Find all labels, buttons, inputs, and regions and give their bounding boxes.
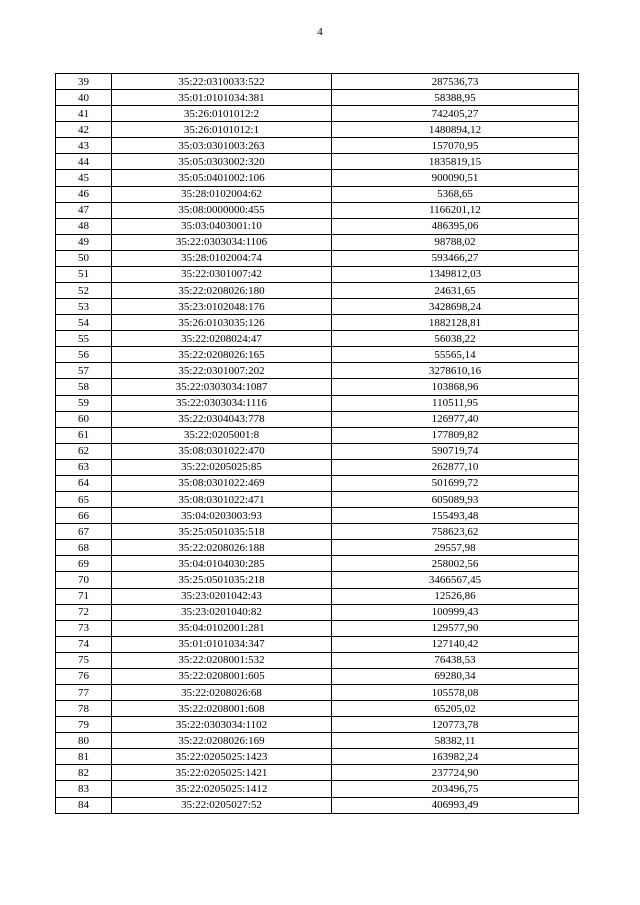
table-row bbox=[56, 797, 579, 813]
table-row bbox=[56, 443, 579, 459]
table-row bbox=[56, 283, 579, 299]
table-row bbox=[56, 459, 579, 475]
table-row bbox=[56, 684, 579, 700]
row-number-cell: 46 bbox=[56, 186, 112, 202]
cadastral-number-cell: 35:26:0101012:1 bbox=[112, 122, 332, 138]
row-number-cell: 80 bbox=[56, 733, 112, 749]
cadastral-number-cell: 35:22:0303034:1087 bbox=[112, 379, 332, 395]
value-cell: 127140,42 bbox=[332, 636, 579, 652]
cadastral-number-cell: 35:04:0104030:285 bbox=[112, 556, 332, 572]
table-row bbox=[56, 427, 579, 443]
table-row bbox=[56, 604, 579, 620]
cadastral-number-cell: 35:28:0102004:62 bbox=[112, 186, 332, 202]
value-cell: 65205,02 bbox=[332, 701, 579, 717]
cadastral-number-cell: 35:22:0303034:1116 bbox=[112, 395, 332, 411]
row-number-cell: 69 bbox=[56, 556, 112, 572]
cadastral-number-cell: 35:23:0201040:82 bbox=[112, 604, 332, 620]
row-number-cell: 82 bbox=[56, 765, 112, 781]
table-row bbox=[56, 315, 579, 331]
table-row bbox=[56, 299, 579, 315]
value-cell: 157070,95 bbox=[332, 138, 579, 154]
table-row bbox=[56, 90, 579, 106]
row-number-cell: 53 bbox=[56, 299, 112, 315]
row-number-cell: 77 bbox=[56, 684, 112, 700]
row-number-cell: 79 bbox=[56, 717, 112, 733]
cadastral-number-cell: 35:23:0102048:176 bbox=[112, 299, 332, 315]
cadastral-number-cell: 35:22:0208026:169 bbox=[112, 733, 332, 749]
row-number-cell: 61 bbox=[56, 427, 112, 443]
cadastral-number-cell: 35:28:0102004:74 bbox=[112, 250, 332, 266]
value-cell: 105578,08 bbox=[332, 684, 579, 700]
row-number-cell: 50 bbox=[56, 250, 112, 266]
row-number-cell: 68 bbox=[56, 540, 112, 556]
value-cell: 55565,14 bbox=[332, 347, 579, 363]
row-number-cell: 45 bbox=[56, 170, 112, 186]
table-row bbox=[56, 234, 579, 250]
row-number-cell: 67 bbox=[56, 524, 112, 540]
cadastral-number-cell: 35:22:0208026:188 bbox=[112, 540, 332, 556]
table-row bbox=[56, 524, 579, 540]
cadastral-number-cell: 35:22:0205025:1421 bbox=[112, 765, 332, 781]
table-row bbox=[56, 668, 579, 684]
row-number-cell: 58 bbox=[56, 379, 112, 395]
value-cell: 3466567,45 bbox=[332, 572, 579, 588]
table-row bbox=[56, 717, 579, 733]
value-cell: 742405,27 bbox=[332, 106, 579, 122]
table-row bbox=[56, 154, 579, 170]
cadastral-number-cell: 35:22:0303034:1106 bbox=[112, 234, 332, 250]
value-cell: 593466,27 bbox=[332, 250, 579, 266]
value-cell: 758623,62 bbox=[332, 524, 579, 540]
cadastral-number-cell: 35:22:0301007:42 bbox=[112, 266, 332, 282]
cadastral-number-cell: 35:22:0208001:608 bbox=[112, 701, 332, 717]
table-row bbox=[56, 122, 579, 138]
cadastral-number-cell: 35:01:0101034:347 bbox=[112, 636, 332, 652]
row-number-cell: 64 bbox=[56, 475, 112, 491]
cadastral-number-cell: 35:08:0301022:471 bbox=[112, 492, 332, 508]
table-row bbox=[56, 765, 579, 781]
value-cell: 120773,78 bbox=[332, 717, 579, 733]
row-number-cell: 51 bbox=[56, 266, 112, 282]
row-number-cell: 57 bbox=[56, 363, 112, 379]
cadastral-number-cell: 35:22:0205025:1412 bbox=[112, 781, 332, 797]
cadastral-number-cell: 35:22:0205027:52 bbox=[112, 797, 332, 813]
value-cell: 1166201,12 bbox=[332, 202, 579, 218]
row-number-cell: 48 bbox=[56, 218, 112, 234]
cadastral-number-cell: 35:22:0303034:1102 bbox=[112, 717, 332, 733]
value-cell: 129577,90 bbox=[332, 620, 579, 636]
row-number-cell: 54 bbox=[56, 315, 112, 331]
value-cell: 605089,93 bbox=[332, 492, 579, 508]
table-row bbox=[56, 540, 579, 556]
value-cell: 3428698,24 bbox=[332, 299, 579, 315]
value-cell: 98788,02 bbox=[332, 234, 579, 250]
cadastral-number-cell: 35:22:0208026:165 bbox=[112, 347, 332, 363]
cadastral-number-cell: 35:22:0208001:605 bbox=[112, 668, 332, 684]
value-cell: 5368,65 bbox=[332, 186, 579, 202]
table-row bbox=[56, 492, 579, 508]
value-cell: 262877,10 bbox=[332, 459, 579, 475]
value-cell: 155493,48 bbox=[332, 508, 579, 524]
value-cell: 1349812,03 bbox=[332, 266, 579, 282]
value-cell: 76438,53 bbox=[332, 652, 579, 668]
row-number-cell: 66 bbox=[56, 508, 112, 524]
table-row bbox=[56, 202, 579, 218]
value-cell: 1480894,12 bbox=[332, 122, 579, 138]
table-row bbox=[56, 781, 579, 797]
row-number-cell: 44 bbox=[56, 154, 112, 170]
row-number-cell: 52 bbox=[56, 283, 112, 299]
value-cell: 287536,73 bbox=[332, 74, 579, 90]
cadastral-number-cell: 35:01:0101034:381 bbox=[112, 90, 332, 106]
table-row bbox=[56, 475, 579, 491]
row-number-cell: 81 bbox=[56, 749, 112, 765]
value-cell: 100999,43 bbox=[332, 604, 579, 620]
cadastral-number-cell: 35:26:0101012:2 bbox=[112, 106, 332, 122]
table-row bbox=[56, 347, 579, 363]
value-cell: 590719,74 bbox=[332, 443, 579, 459]
cadastral-number-cell: 35:26:0103035:126 bbox=[112, 315, 332, 331]
value-cell: 126977,40 bbox=[332, 411, 579, 427]
cadastral-number-cell: 35:22:0208026:180 bbox=[112, 283, 332, 299]
row-number-cell: 71 bbox=[56, 588, 112, 604]
row-number-cell: 84 bbox=[56, 797, 112, 813]
cadastral-number-cell: 35:05:0401002:106 bbox=[112, 170, 332, 186]
value-cell: 3278610,16 bbox=[332, 363, 579, 379]
table-row bbox=[56, 508, 579, 524]
row-number-cell: 56 bbox=[56, 347, 112, 363]
table-row bbox=[56, 331, 579, 347]
cadastral-number-cell: 35:08:0301022:470 bbox=[112, 443, 332, 459]
row-number-cell: 72 bbox=[56, 604, 112, 620]
value-cell: 69280,34 bbox=[332, 668, 579, 684]
table-row bbox=[56, 395, 579, 411]
value-cell: 406993,49 bbox=[332, 797, 579, 813]
table-row bbox=[56, 572, 579, 588]
value-cell: 58382,11 bbox=[332, 733, 579, 749]
cadastral-number-cell: 35:03:0403001:10 bbox=[112, 218, 332, 234]
table-body bbox=[56, 74, 579, 814]
value-cell: 103868,96 bbox=[332, 379, 579, 395]
row-number-cell: 65 bbox=[56, 492, 112, 508]
value-cell: 177809,82 bbox=[332, 427, 579, 443]
row-number-cell: 47 bbox=[56, 202, 112, 218]
row-number-cell: 83 bbox=[56, 781, 112, 797]
table-row bbox=[56, 218, 579, 234]
table-row bbox=[56, 733, 579, 749]
value-cell: 501699,72 bbox=[332, 475, 579, 491]
value-cell: 1835819,15 bbox=[332, 154, 579, 170]
value-cell: 900090,51 bbox=[332, 170, 579, 186]
value-cell: 56038,22 bbox=[332, 331, 579, 347]
cadastral-number-cell: 35:22:0208026:68 bbox=[112, 684, 332, 700]
table-row bbox=[56, 620, 579, 636]
table-row bbox=[56, 701, 579, 717]
cadastral-number-cell: 35:22:0205025:1423 bbox=[112, 749, 332, 765]
page-number: 4 bbox=[317, 26, 323, 38]
value-cell: 258002,56 bbox=[332, 556, 579, 572]
value-cell: 110511,95 bbox=[332, 395, 579, 411]
table-row bbox=[56, 556, 579, 572]
cadastral-number-cell: 35:22:0205001:8 bbox=[112, 427, 332, 443]
value-cell: 486395,06 bbox=[332, 218, 579, 234]
row-number-cell: 59 bbox=[56, 395, 112, 411]
table-row bbox=[56, 138, 579, 154]
row-number-cell: 62 bbox=[56, 443, 112, 459]
row-number-cell: 49 bbox=[56, 234, 112, 250]
table-row bbox=[56, 588, 579, 604]
table-row bbox=[56, 106, 579, 122]
table-row bbox=[56, 250, 579, 266]
value-cell: 58388,95 bbox=[332, 90, 579, 106]
row-number-cell: 63 bbox=[56, 459, 112, 475]
cadastral-number-cell: 35:25:0501035:518 bbox=[112, 524, 332, 540]
row-number-cell: 55 bbox=[56, 331, 112, 347]
row-number-cell: 39 bbox=[56, 74, 112, 90]
row-number-cell: 41 bbox=[56, 106, 112, 122]
value-cell: 1882128,81 bbox=[332, 315, 579, 331]
table-row bbox=[56, 74, 579, 90]
cadastral-number-cell: 35:05:0303002:320 bbox=[112, 154, 332, 170]
value-cell: 163982,24 bbox=[332, 749, 579, 765]
cadastral-number-cell: 35:22:0310033:522 bbox=[112, 74, 332, 90]
cadastral-number-cell: 35:03:0301003:263 bbox=[112, 138, 332, 154]
row-number-cell: 60 bbox=[56, 411, 112, 427]
table-row bbox=[56, 652, 579, 668]
cadastral-number-cell: 35:22:0304043:778 bbox=[112, 411, 332, 427]
row-number-cell: 42 bbox=[56, 122, 112, 138]
row-number-cell: 73 bbox=[56, 620, 112, 636]
cadastral-number-cell: 35:22:0205025:85 bbox=[112, 459, 332, 475]
row-number-cell: 70 bbox=[56, 572, 112, 588]
cadastral-number-cell: 35:04:0102001:281 bbox=[112, 620, 332, 636]
row-number-cell: 76 bbox=[56, 668, 112, 684]
value-cell: 24631,65 bbox=[332, 283, 579, 299]
cadastral-number-cell: 35:04:0203003:93 bbox=[112, 508, 332, 524]
cadastral-number-cell: 35:23:0201042:43 bbox=[112, 588, 332, 604]
cadastral-value-table bbox=[55, 73, 579, 814]
cadastral-number-cell: 35:22:0301007:202 bbox=[112, 363, 332, 379]
value-cell: 12526,86 bbox=[332, 588, 579, 604]
cadastral-number-cell: 35:22:0208001:532 bbox=[112, 652, 332, 668]
row-number-cell: 74 bbox=[56, 636, 112, 652]
table-row bbox=[56, 749, 579, 765]
value-cell: 237724,90 bbox=[332, 765, 579, 781]
table-row bbox=[56, 170, 579, 186]
table-row bbox=[56, 411, 579, 427]
table-row bbox=[56, 266, 579, 282]
table-row bbox=[56, 363, 579, 379]
cadastral-number-cell: 35:25:0501035:218 bbox=[112, 572, 332, 588]
cadastral-number-cell: 35:08:0000000:455 bbox=[112, 202, 332, 218]
cadastral-number-cell: 35:08:0301022:469 bbox=[112, 475, 332, 491]
row-number-cell: 75 bbox=[56, 652, 112, 668]
cadastral-number-cell: 35:22:0208024:47 bbox=[112, 331, 332, 347]
row-number-cell: 40 bbox=[56, 90, 112, 106]
table-row bbox=[56, 379, 579, 395]
row-number-cell: 78 bbox=[56, 701, 112, 717]
value-cell: 29557,98 bbox=[332, 540, 579, 556]
table-row bbox=[56, 636, 579, 652]
value-cell: 203496,75 bbox=[332, 781, 579, 797]
table-row bbox=[56, 186, 579, 202]
row-number-cell: 43 bbox=[56, 138, 112, 154]
